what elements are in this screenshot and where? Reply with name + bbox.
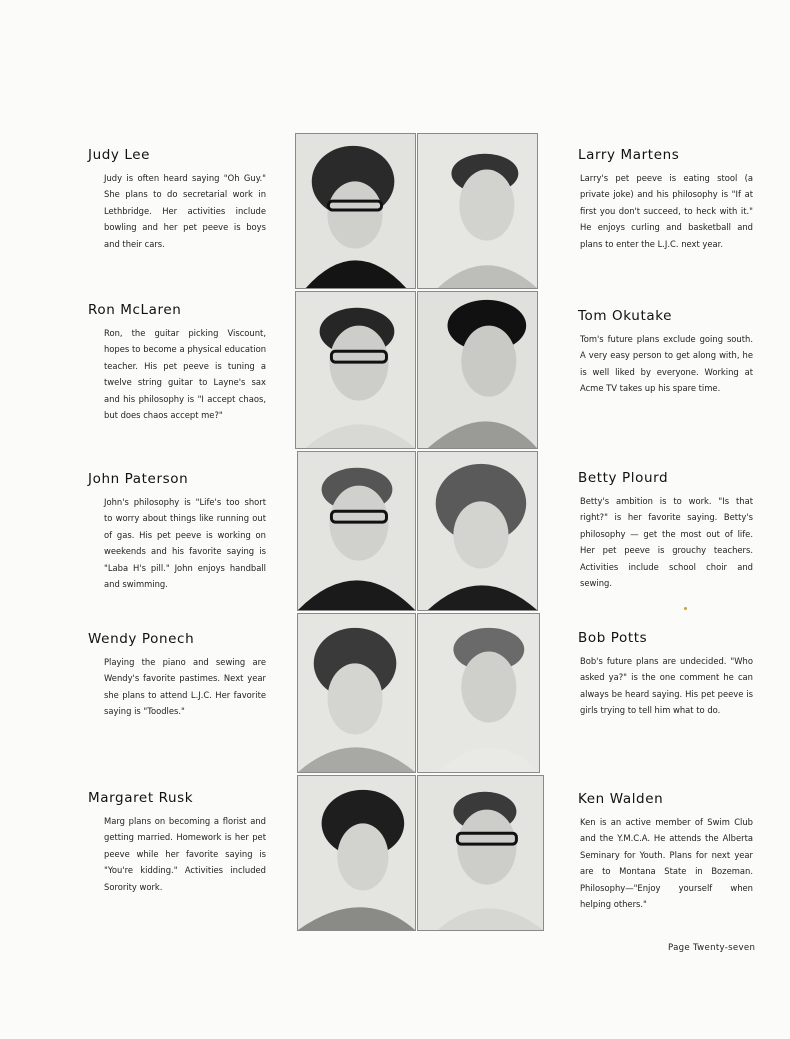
- student-bio: Playing the piano and sewing are Wendy's favorite pastimes. Next year she plans to attend L.J.C. Her favorite saying is "Toodles.": [104, 657, 266, 717]
- student-name: Bob Potts: [578, 630, 648, 646]
- student-entry-judy-lee: [88, 147, 266, 252]
- student-bio: Tom's future plans exclude going south. A very easy person to get along with, he is well liked by everyone. Working at Acme TV takes up his spare time.: [580, 334, 753, 394]
- portrait-photo-larry-martens: [417, 133, 538, 289]
- student-name: Judy Lee: [88, 147, 151, 163]
- student-entry-tom-okutake: [578, 308, 753, 397]
- portrait-photo-john-paterson: [297, 451, 416, 611]
- portrait-photo-bob-potts: [417, 613, 540, 773]
- portrait-photo-ron-mclaren: [295, 291, 416, 449]
- student-entry-bob-potts: [578, 630, 753, 719]
- student-entry-wendy-ponech: [88, 631, 266, 720]
- portrait-photo-betty-plourd: [417, 451, 538, 611]
- student-name: Ken Walden: [578, 791, 664, 807]
- student-name: Betty Plourd: [578, 470, 669, 486]
- student-name: Larry Martens: [578, 147, 680, 163]
- student-bio: Ron, the guitar picking Viscount, hopes to become a physical education teacher. His pet peeve is tuning a twelve string guitar to Layne's sax and his philosophy is "I accept chaos, but does chaos accept me?": [104, 328, 266, 421]
- student-bio: John's philosophy is "Life's too short to worry about things like running out of gas. His pet peeve is working on weekends and his favorite saying is "Laba H's pill." John enjoys handball and swimming.: [104, 497, 266, 590]
- student-name: Margaret Rusk: [88, 790, 194, 806]
- student-bio: Larry's pet peeve is eating stool (a private joke) and his philosophy is "If at first you don't succeed, to heck with it." He enjoys curling and basketball and plans to enter the L.J.C. next year.: [580, 173, 753, 249]
- portrait-photo-wendy-ponech: [297, 613, 416, 773]
- student-bio: Bob's future plans are undecided. "Who asked ya?" is the one comment he can always be heard saying. His pet peeve is girls trying to tell him what to do.: [580, 656, 753, 716]
- student-entry-ron-mclaren: [88, 302, 266, 423]
- student-bio: Marg plans on becoming a florist and getting married. Homework is her pet peeve while her favorite saying is "You're kidding." Activities included Sorority work.: [104, 816, 266, 892]
- student-entry-margaret-rusk: [88, 790, 266, 895]
- portrait-photo-ken-walden: [417, 775, 544, 931]
- student-entry-john-paterson: [88, 471, 266, 592]
- student-bio: Betty's ambition is to work. "Is that right?" is her favorite saying. Betty's philosophy — get the most out of life. Her pet peeve is grouchy teachers. Activities include school choir and sewing.: [580, 496, 753, 589]
- student-name: Wendy Ponech: [88, 631, 195, 647]
- page-number: Page Twenty-seven: [668, 943, 756, 953]
- student-bio: Ken is an active member of Swim Club and the Y.M.C.A. He attends the Alberta Seminary for Youth. Plans for next year are to Montana State in Bozeman. Philosophy—"Enjoy yourself when helping others.": [580, 817, 753, 910]
- portrait-photo-tom-okutake: [417, 291, 538, 449]
- student-entry-larry-martens: [578, 147, 753, 252]
- student-name: John Paterson: [88, 471, 189, 487]
- student-bio: Judy is often heard saying "Oh Guy." She plans to do secretarial work in Lethbridge. Her activities include bowling and her pet peeve is boys and their cars.: [104, 173, 266, 249]
- student-name: Tom Okutake: [578, 308, 673, 324]
- print-speck: [684, 607, 687, 610]
- portrait-photo-margaret-rusk: [297, 775, 416, 931]
- student-entry-ken-walden: [578, 791, 753, 912]
- student-name: Ron McLaren: [88, 302, 182, 318]
- student-entry-betty-plourd: [578, 470, 753, 591]
- portrait-photo-judy-lee: [295, 133, 416, 289]
